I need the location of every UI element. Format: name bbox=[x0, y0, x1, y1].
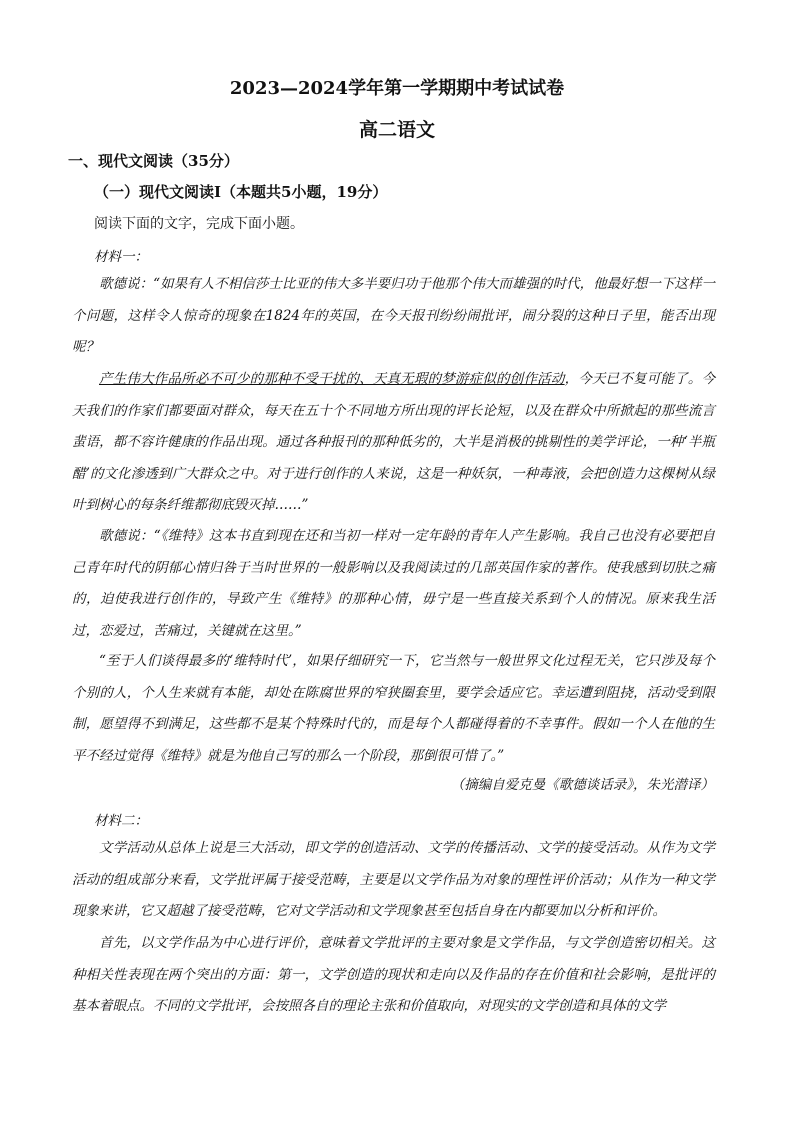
material-1-source: （摘编自爱克曼《歌德谈话录》，朱光潜译） bbox=[450, 777, 714, 793]
material-2-paragraph-1: 文学活动从总体上说是三大活动，即文学的创造活动、文学的传播活动、文学的接受活动。从作为文学活动的组成部分来看，文学批评属于接受范畴，主要是以文学作品为对象的理性评价活动；从作为一种文学现象来讲，它又超越了接受范畴，它对文学活动和文学现象甚至包括自身在内都要加以分析和评价。 bbox=[72, 840, 715, 919]
paragraph-2-rest: ，今天已不复可能了。今天我们的作家们都要面对群众，每天在五十个不同地方所出现的评长论短，以及在群众中所掀起的那些流言蜚语，都不容许健康的作品出现。通过各种报刊的那种低劣的，大半是消极的挑剔性的美学评论，一种‘半瓶醋’的文化渗透到广大群众之中。对于进行创作的人来说，这是一种妖氛，一种毒液，会把创造力这棵树从绿叶到树心的每条纤维都彻底毁灭掉……” bbox=[72, 371, 716, 513]
underlined-sentence: 产生伟大作品所必不可少的那种不受干扰的、天真无瑕的梦游症似的创作活动 bbox=[99, 371, 565, 387]
material-1-paragraph-4: “至于人们谈得最多的‘维特时代’，如果仔细研究一下，它当然与一般世界文化过程无关，它只涉及每个个别的人，个人生来就有本能，却处在陈腐世界的窄狭圈套里，要学会适应它。幸运遭到阻挠，活动受到限制，愿望得不到满足，这些都不是某个特殊时代的，而是每个人都碰得着的不幸事件。假如一个人在他的生平不经过觉得《维特》就是为他自己写的那么一个阶段，那倒很可惜了。” bbox=[72, 653, 715, 764]
exam-subject: 高二语文 bbox=[358, 119, 435, 141]
material-1-paragraph-2 bbox=[72, 364, 715, 522]
material-1-label: 材料一： bbox=[94, 249, 148, 265]
instruction-text: 阅读下面的文字，完成下面小题。 bbox=[94, 216, 304, 232]
subsection-heading: （一）现代文阅读Ⅰ（本题共5小题，19分） bbox=[94, 183, 388, 201]
exam-title: 2023—2024学年第一学期期中考试试卷 bbox=[229, 78, 565, 99]
material-2-paragraph-2: 首先，以文学作品为中心进行评价，意味着文学批评的主要对象是文学作品，与文学创造密切相关。这种相关性表现在两个突出的方面：第一，文学创造的现状和走向以及作品的存在价值和社会影响，是批评的基本着眼点。不同的文学批评，会按照各自的理论主张和价值取向，对现实的文学创造和具体的文学 bbox=[72, 935, 715, 1014]
material-1-paragraph-3: 歌德说：“《维特》这本书直到现在还和当初一样对一定年龄的青年人产生影响。我自己也没有必要把自己青年时代的阴郁心情归咎于当时世界的一般影响以及我阅读过的几部英国作家的著作。使我感到切肤之痛的，迫使我进行创作的，导致产生《维特》的那种心情，毋宁是一些直接关系到个人的情况。原来我生活过，恋爱过，苦痛过，关键就在这里。” bbox=[72, 528, 715, 639]
section-heading: 一、现代文阅读（35分） bbox=[68, 152, 239, 170]
material-2-label: 材料二： bbox=[94, 813, 148, 829]
material-1-paragraph-1: 歌德说：“如果有人不相信莎士比亚的伟大多半要归功于他那个伟大而雄强的时代，他最好想一下这样一个问题，这样令人惊奇的现象在1824年的英国，在今天报刊纷纷闹批评，闹分裂的这种日子里，能否出现呢？ bbox=[72, 276, 715, 355]
